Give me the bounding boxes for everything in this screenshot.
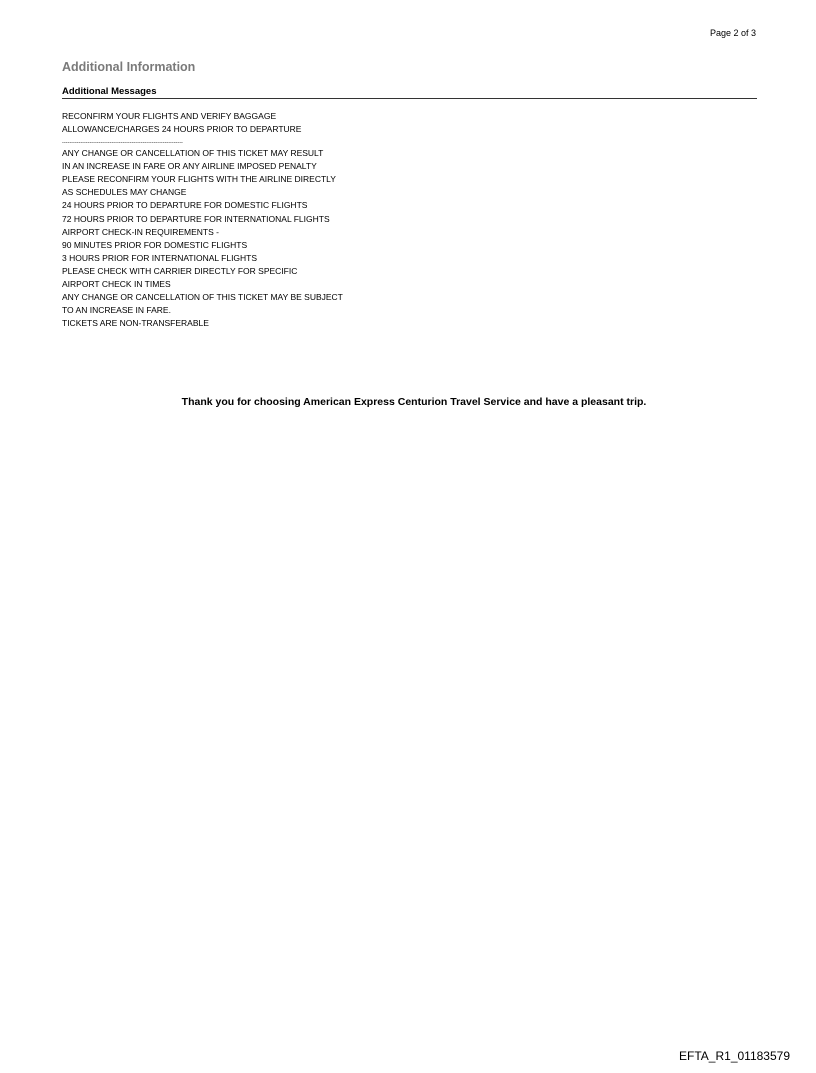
message-line: 90 MINUTES PRIOR FOR DOMESTIC FLIGHTS [62, 239, 248, 250]
messages-subtitle: Additional Messages [62, 86, 157, 97]
message-line: ANY CHANGE OR CANCELLATION OF THIS TICKET MAY RESULT [62, 148, 324, 159]
message-line: TO AN INCREASE IN FARE. [62, 305, 171, 316]
message-line: IN AN INCREASE IN FARE OR ANY AIRLINE IMPOSED PENALTY [62, 161, 317, 172]
message-line: ALLOWANCE/CHARGES 24 HOURS PRIOR TO DEPARTURE [62, 124, 302, 135]
message-line: PLEASE CHECK WITH CARRIER DIRECTLY FOR SPECIFIC [62, 265, 298, 276]
messages-block [62, 110, 482, 330]
message-line: 3 HOURS PRIOR FOR INTERNATIONAL FLIGHTS [62, 252, 258, 263]
message-separator: ------------------------------------------------------------------ [62, 140, 183, 147]
message-line: RECONFIRM YOUR FLIGHTS AND VERIFY BAGGAGE [62, 111, 277, 121]
message-line: ANY CHANGE OR CANCELLATION OF THIS TICKET MAY BE SUBJECT [62, 292, 343, 303]
divider-line [62, 98, 757, 99]
message-line: AS SCHEDULES MAY CHANGE [62, 187, 187, 198]
page-number: Page 2 of 3 [709, 28, 756, 38]
message-line: 24 HOURS PRIOR TO DEPARTURE FOR DOMESTIC FLIGHTS [62, 200, 308, 211]
closing-message: Thank you for choosing American Express Centurion Travel Service and have a pleasant trip. [181, 396, 647, 408]
message-line: AIRPORT CHECK IN TIMES [62, 279, 171, 290]
message-line: PLEASE RECONFIRM YOUR FLIGHTS WITH THE AIRLINE DIRECTLY [62, 174, 336, 185]
message-line: AIRPORT CHECK-IN REQUIREMENTS - [62, 226, 219, 237]
message-line: TICKETS ARE NON-TRANSFERABLE [62, 318, 209, 329]
message-line: 72 HOURS PRIOR TO DEPARTURE FOR INTERNATIONAL FLIGHTS [62, 213, 330, 224]
document-id: EFTA_R1_01183579 [679, 1049, 790, 1063]
section-title: Additional Information [62, 60, 196, 74]
